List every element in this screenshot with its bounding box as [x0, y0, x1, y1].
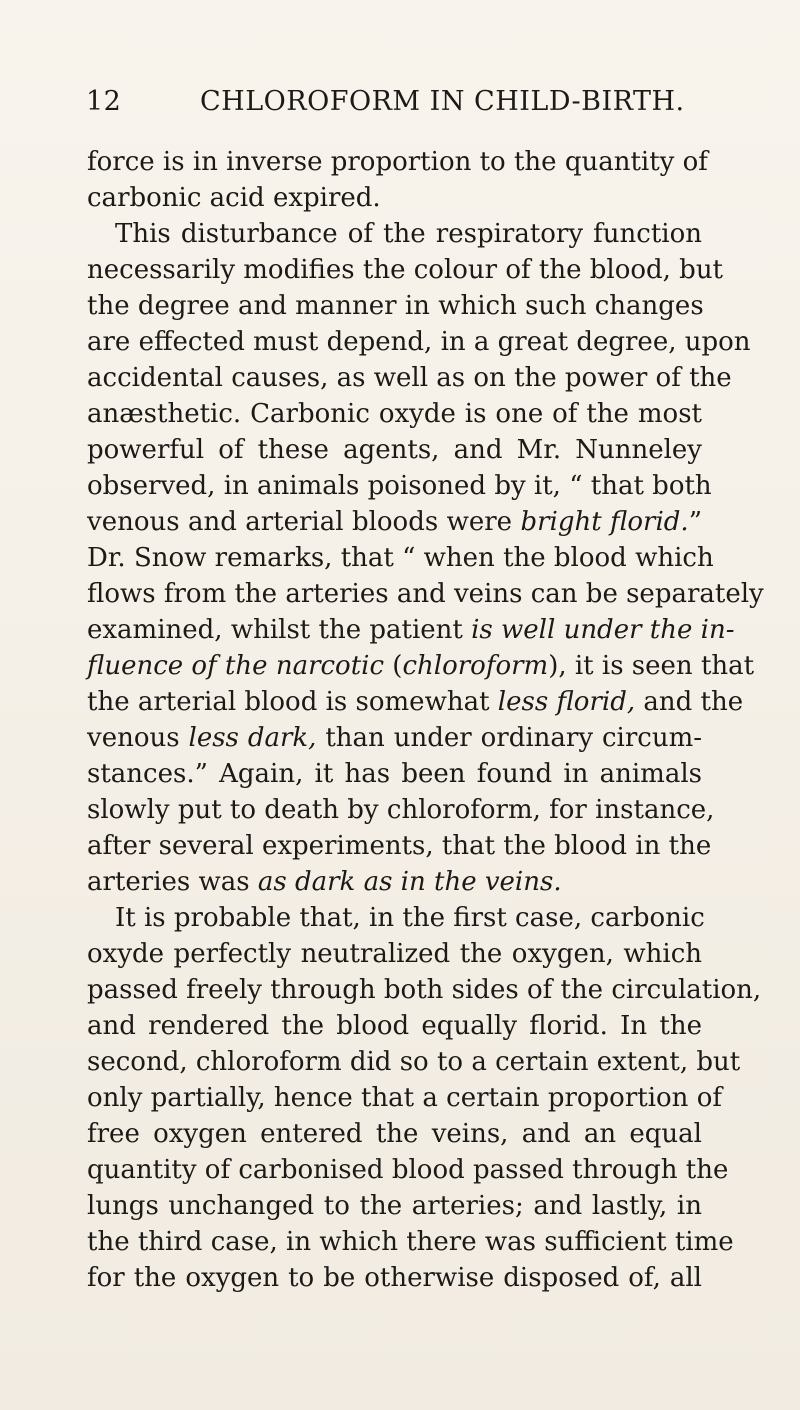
text-line	[87, 1224, 734, 1260]
text-line	[87, 792, 715, 828]
text-line	[87, 936, 702, 972]
text-segment: examined, whilst the patient	[87, 615, 472, 645]
text-segment: ), it is seen that	[548, 651, 755, 681]
text-segment: accidental causes, as well as on the power of the	[87, 363, 732, 393]
text-segment: the arterial blood is somewhat	[87, 687, 498, 717]
italic-text: as dark as in the veins.	[257, 867, 562, 897]
text-line	[87, 1044, 741, 1080]
text-segment: slowly put to death by chloroform, for instance,	[87, 795, 715, 825]
text-line	[87, 396, 702, 432]
text-line	[87, 468, 712, 504]
text-line	[87, 1260, 702, 1296]
text-segment: after several experiments, that the blood in the	[87, 831, 712, 861]
text-line	[87, 288, 702, 324]
text-line	[87, 1152, 729, 1188]
italic-text: less florid,	[497, 687, 636, 717]
text-line	[87, 720, 702, 756]
italic-text: chloroform	[402, 651, 549, 681]
text-segment: quantity of carbonised blood passed through the	[87, 1155, 729, 1185]
text-line	[87, 1188, 702, 1224]
text-segment: lungs unchanged to the arteries; and lastly, in	[87, 1191, 702, 1221]
text-segment: observed, in animals poisoned by it, “ that both	[87, 471, 712, 501]
text-segment: and rendered the blood equally florid. In the	[87, 1011, 702, 1041]
text-segment: Dr. Snow remarks, that “ when the blood which	[87, 543, 714, 573]
text-line	[87, 144, 708, 180]
text-segment: carbonic acid expired.	[87, 183, 381, 213]
text-segment: venous	[87, 723, 189, 753]
text-segment: force is in inverse proportion to the quantity of	[87, 147, 708, 177]
page-header	[86, 84, 685, 120]
body-text	[87, 144, 764, 1296]
text-segment: than under ordinary circum-	[316, 723, 703, 753]
text-segment: and the	[635, 687, 744, 717]
text-segment: powerful of these agents, and Mr. Nunneley	[87, 435, 702, 465]
text-line	[87, 828, 712, 864]
text-segment: arteries was	[87, 867, 258, 897]
text-line	[87, 1008, 702, 1044]
text-segment: second, chloroform did so to a certain extent, but	[87, 1047, 741, 1077]
page-number: 12	[86, 86, 122, 117]
running-title: CHLOROFORM IN CHILD-BIRTH.	[200, 86, 685, 117]
text-segment: for the oxygen to be otherwise disposed of, all	[87, 1263, 702, 1293]
text-segment: It is probable that, in the first case, carbonic	[115, 903, 705, 933]
text-line	[87, 432, 702, 468]
text-line	[87, 180, 702, 216]
text-line	[87, 864, 702, 900]
text-line	[87, 504, 702, 540]
italic-text: bright florid.	[520, 507, 689, 537]
text-segment: free oxygen entered the veins, and an equal	[87, 1119, 702, 1149]
text-line	[87, 1116, 702, 1152]
text-segment: necessarily modifies the colour of the blood, but	[87, 255, 724, 285]
text-segment: anæsthetic. Carbonic oxyde is one of the most	[87, 399, 702, 429]
text-segment: are effected must depend, in a great degree, upon	[87, 327, 751, 357]
text-segment: oxyde perfectly neutralized the oxygen, which	[87, 939, 702, 969]
text-line	[87, 216, 702, 252]
text-segment: only partially, hence that a certain proportion of	[87, 1083, 722, 1113]
text-line	[87, 540, 714, 576]
text-line	[87, 576, 764, 612]
text-line	[87, 648, 755, 684]
text-segment: stances.” Again, it has been found in animals	[87, 759, 702, 789]
italic-text: fluence of the narcotic	[87, 651, 385, 681]
text-segment: the degree and manner in which such changes	[87, 291, 704, 321]
text-segment: (	[384, 651, 403, 681]
text-segment: ”	[688, 507, 702, 537]
italic-text: is well under the in-	[471, 615, 735, 645]
text-line	[87, 900, 705, 936]
text-segment: venous and arterial bloods were	[87, 507, 521, 537]
text-line	[87, 756, 702, 792]
text-line	[87, 612, 735, 648]
text-line	[87, 684, 744, 720]
text-line	[87, 1080, 722, 1116]
text-segment: flows from the arteries and veins can be separately	[87, 579, 764, 609]
text-line	[87, 972, 762, 1008]
italic-text: less dark,	[188, 723, 317, 753]
text-line	[87, 360, 732, 396]
text-line	[87, 324, 751, 360]
text-segment: the third case, in which there was sufficient time	[87, 1227, 734, 1257]
text-line	[87, 252, 724, 288]
text-segment: This disturbance of the respiratory function	[115, 219, 702, 249]
text-segment: passed freely through both sides of the circulation,	[87, 975, 762, 1005]
